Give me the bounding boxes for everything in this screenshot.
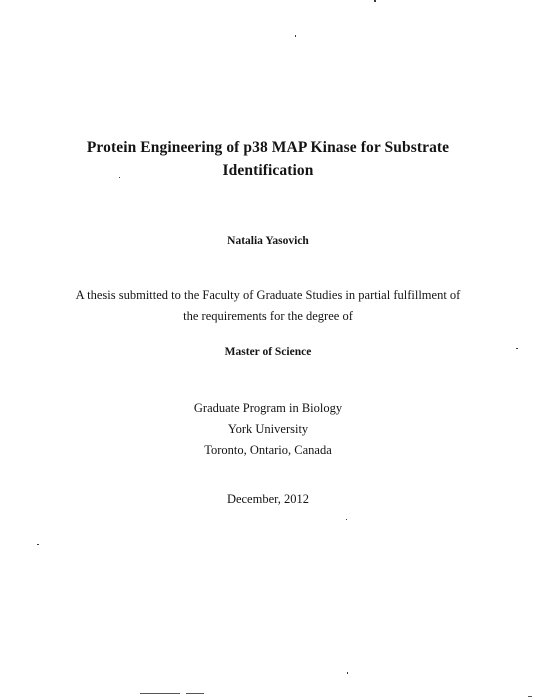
submission-statement-line-2: the requirements for the degree of xyxy=(183,309,353,323)
university-name: York University xyxy=(227,422,309,436)
thesis-title-line-2: Identification xyxy=(222,162,314,179)
submission-date: December, 2012 xyxy=(226,492,310,506)
scan-speck xyxy=(37,544,39,545)
degree-name: Master of Science xyxy=(224,346,312,358)
scan-speck xyxy=(346,519,347,520)
scan-streak xyxy=(528,696,532,697)
scan-speck xyxy=(516,348,518,349)
author-name: Natalia Yasovich xyxy=(227,235,309,247)
scan-streak xyxy=(140,693,180,694)
submission-statement-line-1: A thesis submitted to the Faculty of Graduate Studies in partial fulfillment of xyxy=(75,288,461,302)
scan-speck xyxy=(374,0,376,2)
scan-speck xyxy=(295,35,296,37)
scan-speck xyxy=(119,177,120,178)
graduate-program: Graduate Program in Biology xyxy=(193,401,343,415)
scan-streak xyxy=(186,693,204,694)
university-location: Toronto, Ontario, Canada xyxy=(204,443,332,457)
thesis-title-line-1: Protein Engineering of p38 MAP Kinase for Substrate xyxy=(86,139,450,156)
scan-speck xyxy=(347,672,348,674)
